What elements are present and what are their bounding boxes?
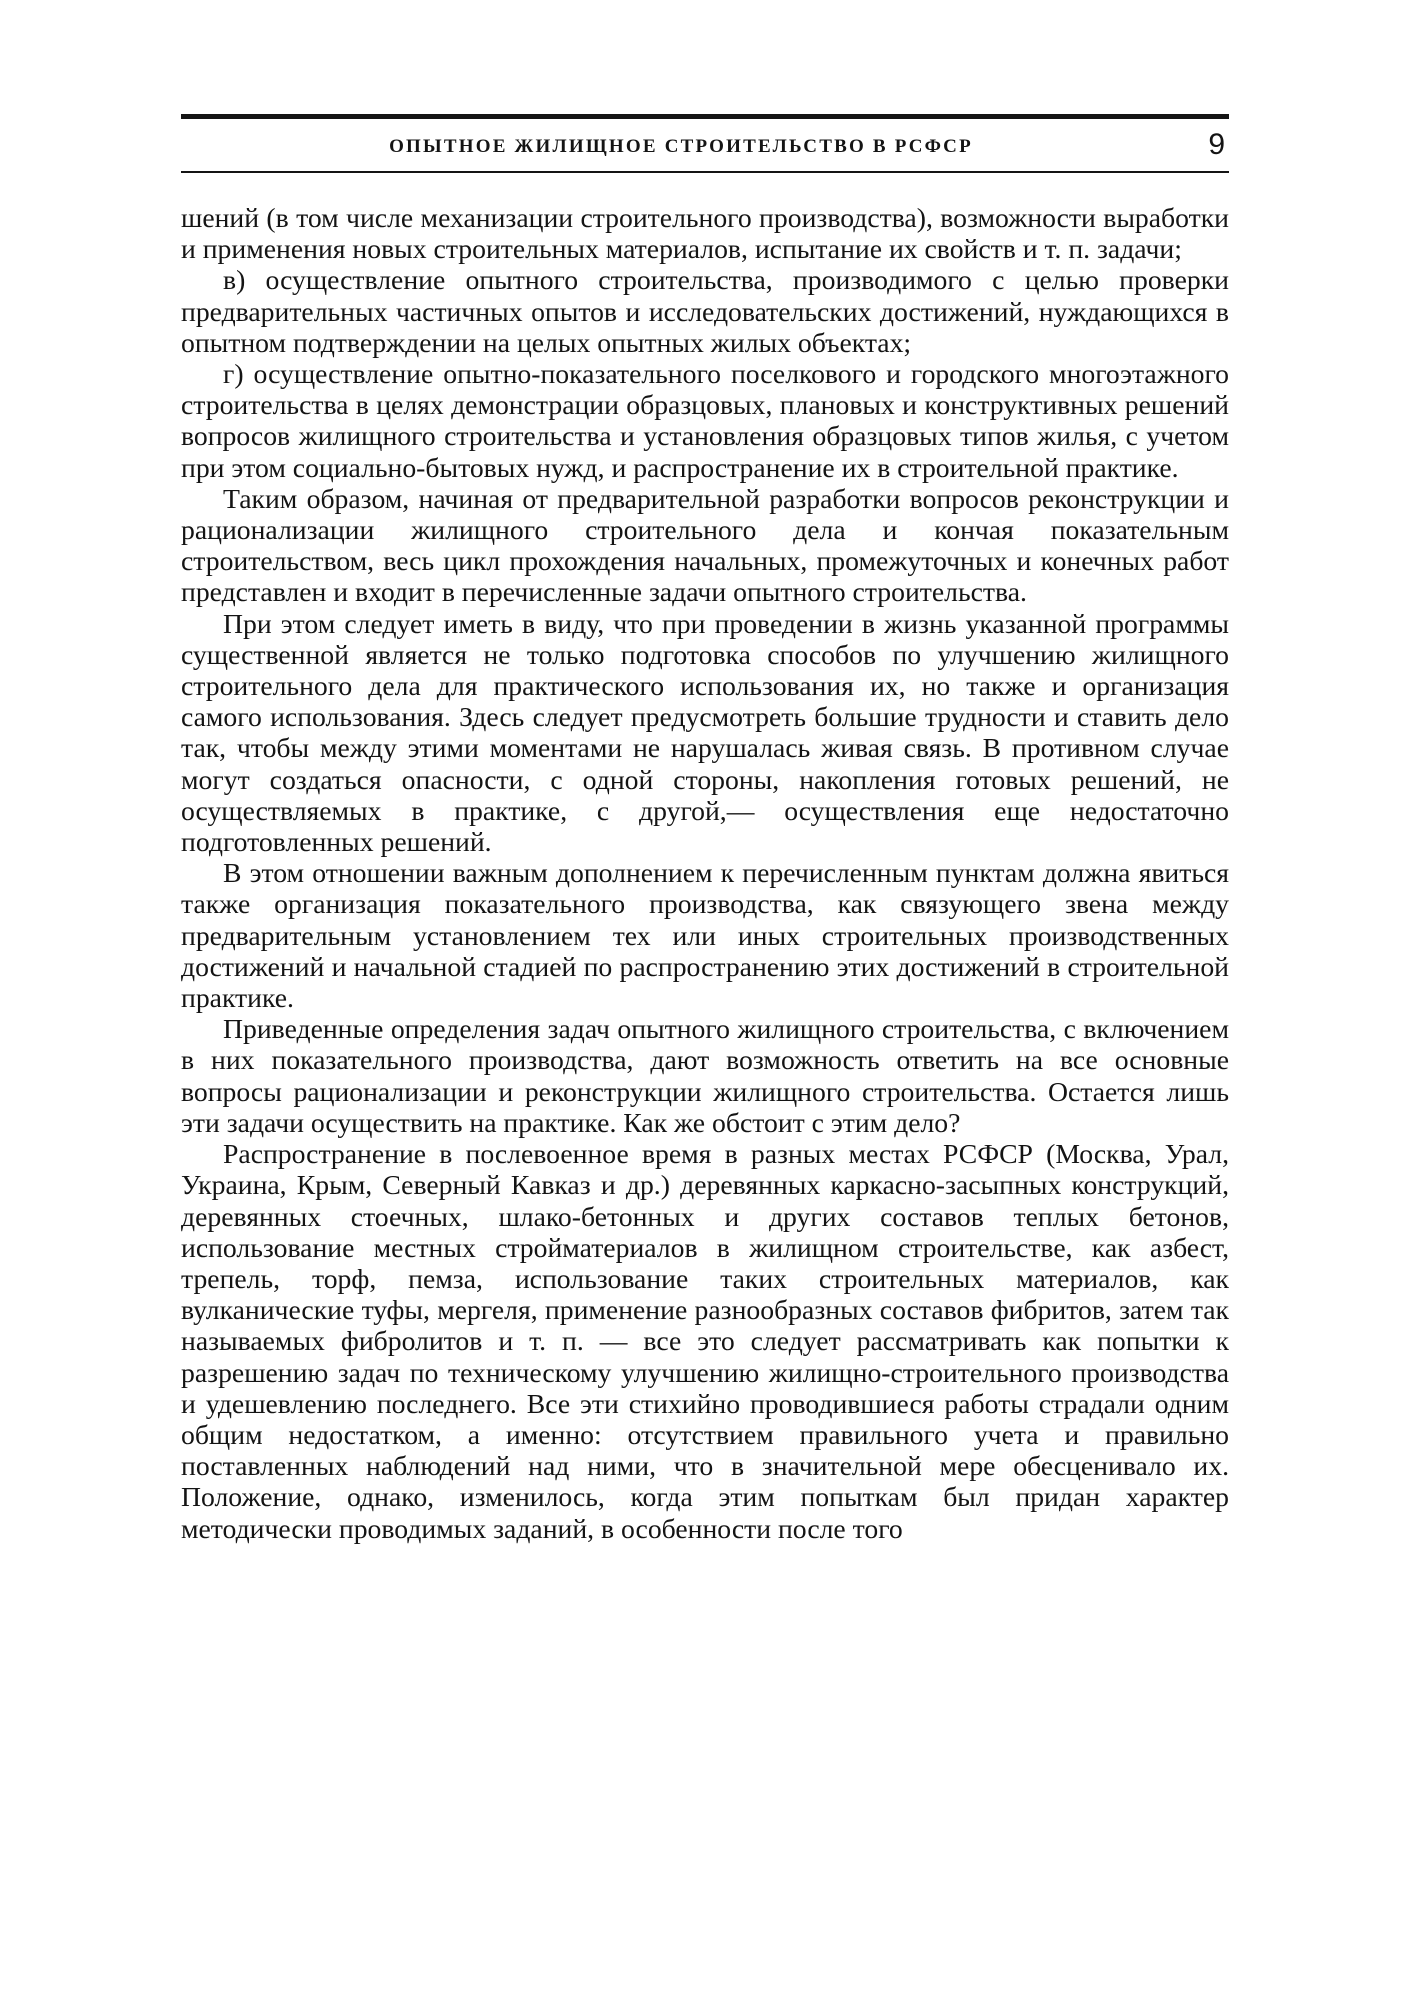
header-rule-bottom: [181, 171, 1229, 173]
paragraph: При этом следует иметь в виду, что при проведении в жизнь указанной программы существенной является не только подготовка способов по улучшению жилищного строительного дела для практического использования их, но также и организация самого использования. Здесь следует предусмотреть большие трудности и ставить дело так, чтобы между этими моментами не нарушалась живая связь. В противном случае могут создаться опасности, с одной стороны, накопления готовых решений, не осуществляемых в практике, с другой,— осуществления еще недостаточно подготовленных решений.: [181, 607, 1229, 858]
paragraph-continued: шений (в том числе механизации строительного производства), возможности выработки и применения новых строительных материалов, испытание их свойств и т. п. задачи;: [181, 202, 1229, 265]
running-title: ОПЫТНОЕ ЖИЛИЩНОЕ СТРОИТЕЛЬСТВО В РСФСР: [389, 136, 973, 157]
paragraph: Распространение в послевоенное время в разных местах РСФСР (Москва, Урал, Украина, Крым, Северный Кавказ и др.) деревянных каркасно-засыпных конструкций, деревянных стоечных, шлако-бетонных и других составов теплых бетонов, использование местных стройматериалов в жилищном строительстве, как азбест, трепель, торф, пемза, использование таких строительных материалов, как вулканические туфы, мергеля, применение разнообразных составов фибритов, затем так называемых фибролитов и т. п. — все это следует рассматривать как попытки к разрешению задач по техническому улучшению жилищно-строительного производства и удешевлению последнего. Все эти стихийно проводившиеся работы страдали одним общим недостатком, а именно: отсутствием правильного учета и правильно поставленных наблюдений над ними, что в значительной мере обесценивало их. Положение, однако, изменилось, когда этим попыткам был придан характер методически проводимых заданий, в особенности после того: [181, 1138, 1229, 1544]
running-header: [181, 128, 1229, 164]
paragraph: Таким образом, начиная от предварительной разработки вопросов реконструкции и рационализации жилищного строительного дела и кончая показательным строительством, весь цикл прохождения начальных, промежуточных и конечных работ представлен и входит в перечисленные задачи опытного строительства.: [181, 482, 1229, 608]
paragraph-item-g: г) осуществление опытно-показательного поселкового и городского многоэтажного строительства в целях демонстрации образцовых, плановых и конструктивных решений вопросов жилищного строительства и установления образцовых типов жилья, с учетом при этом социально-бытовых нужд, и распространение их в строительной практике.: [181, 358, 1229, 483]
paragraph: Приведенные определения задач опытного жилищного строительства, с включением в них показательного производства, дают возможность ответить на все основные вопросы рационализации и реконструкции жилищного строительства. Остается лишь эти задачи осуществить на практике. Как же обстоит с этим дело?: [181, 1013, 1229, 1138]
paragraph-item-v: в) осуществление опытного строительства, производимого с целью проверки предварительных частичных опытов и исследовательских достижений, нуждающихся в опытном подтверждении на целых опытных жилых объектах;: [181, 264, 1229, 358]
body-text: [181, 202, 1229, 1544]
page-number: 9: [1208, 128, 1225, 161]
paragraph: В этом отношении важным дополнением к перечисленным пунктам должна явиться также организация показательного производства, как связующего звена между предварительным установлением тех или иных строительных производственных достижений и начальной стадией по распространению этих достижений в строительной практике.: [181, 857, 1229, 1014]
header-rule-top: [181, 114, 1229, 119]
